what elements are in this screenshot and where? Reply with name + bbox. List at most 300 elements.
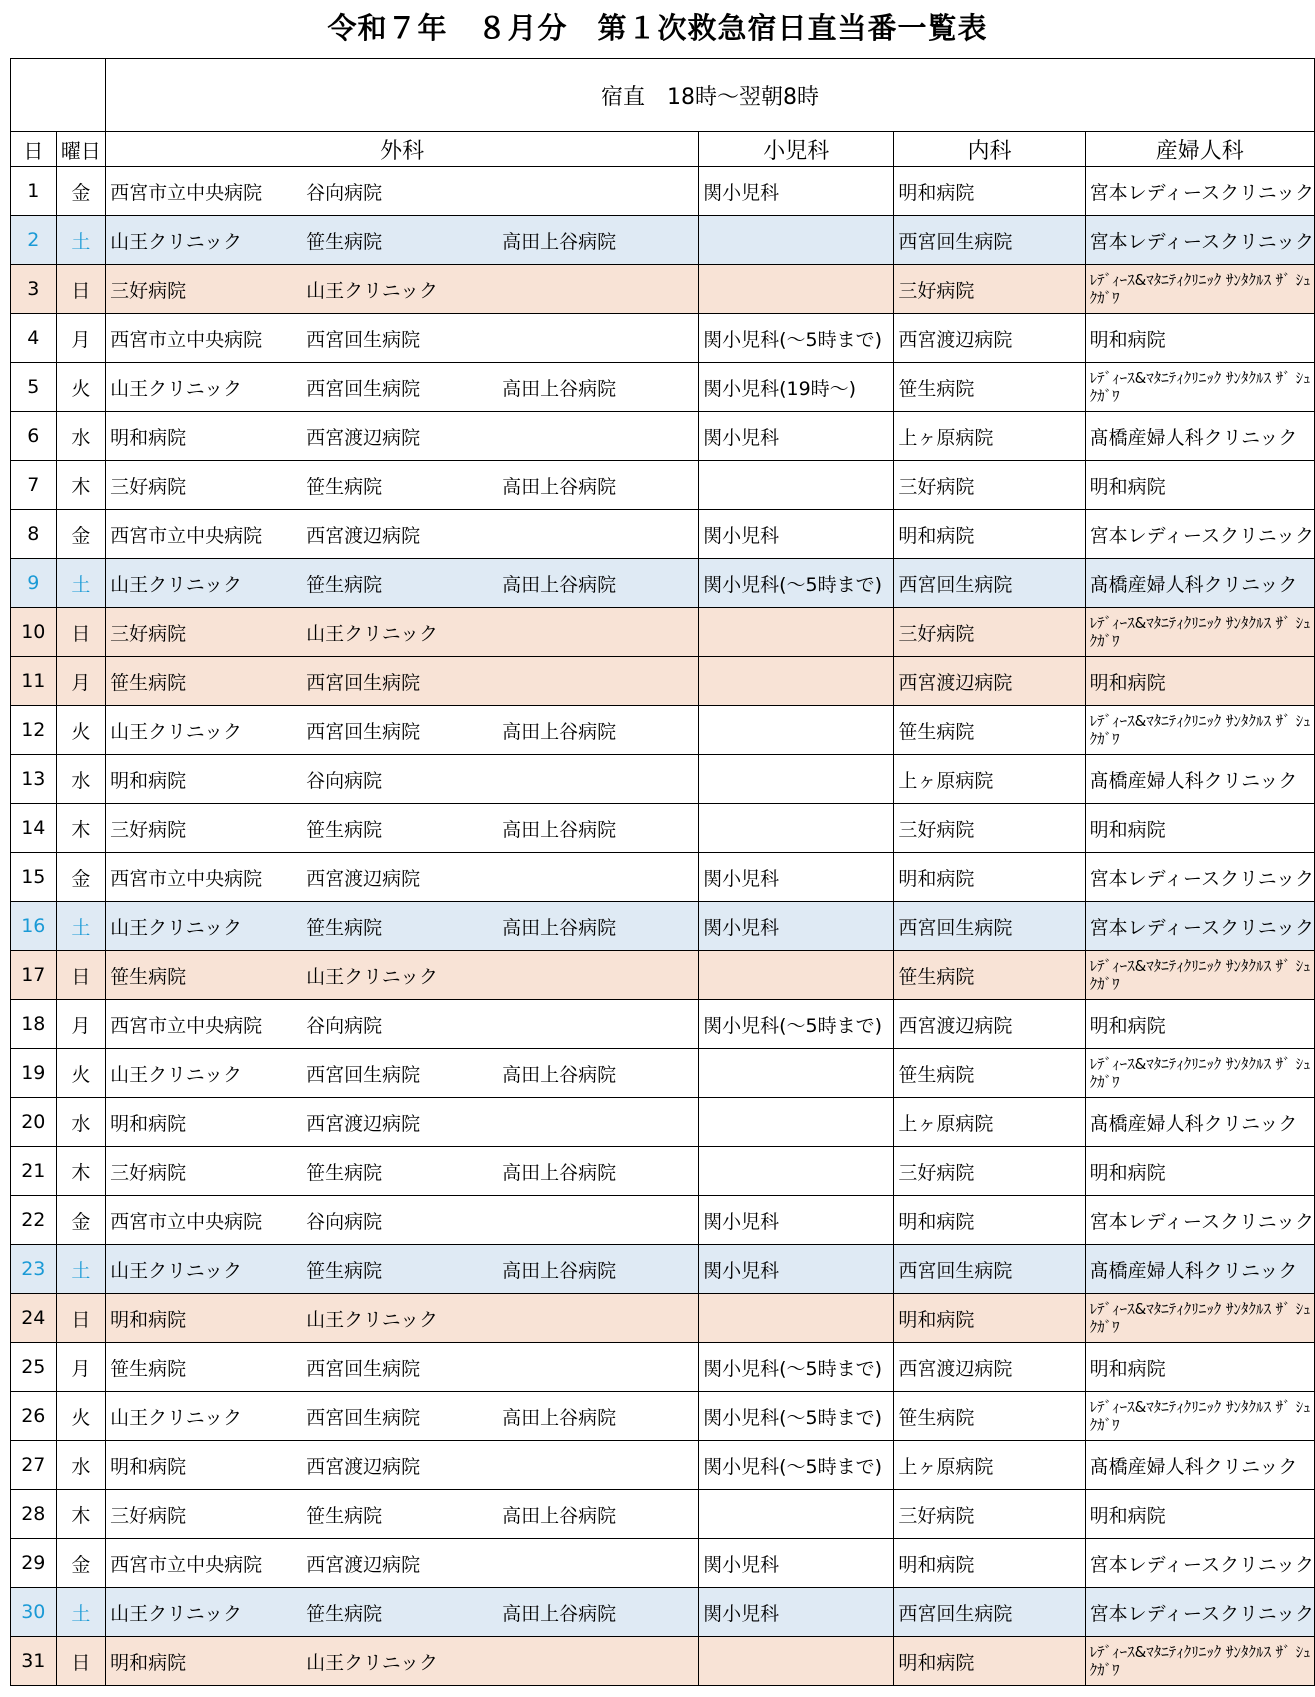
- header-blank: [11, 59, 106, 132]
- obgyn-cell: 明和病院: [1085, 657, 1314, 706]
- weekday-cell: 火: [56, 1049, 105, 1098]
- schedule-table: [10, 58, 1315, 1686]
- surgery-hospital: 三好病院: [110, 1504, 187, 1527]
- column-header-row: [11, 132, 1315, 167]
- day-number: 20: [11, 1098, 57, 1147]
- surgery-hospital: 笹生病院: [110, 1357, 187, 1380]
- surgery-cell: [106, 657, 699, 706]
- surgery-hospital: 三好病院: [110, 1161, 187, 1184]
- internal-cell: 西宮渡辺病院: [894, 1000, 1085, 1049]
- day-number: 13: [11, 755, 57, 804]
- day-number: 30: [11, 1588, 57, 1637]
- weekday-cell: 月: [56, 1000, 105, 1049]
- surgery-hospital: 三好病院: [110, 818, 187, 841]
- weekday-cell: 水: [56, 1098, 105, 1147]
- day-number: 12: [11, 706, 57, 755]
- surgery-hospital: 高田上谷病院: [502, 1259, 617, 1282]
- surgery-cell: [106, 167, 699, 216]
- pediatrics-cell: 関小児科(～5時まで): [699, 1441, 894, 1490]
- pediatrics-cell: [699, 706, 894, 755]
- obgyn-cell: ﾚﾃﾞｨｰｽ&ﾏﾀﾆﾃｨｸﾘﾆｯｸ ｻﾝﾀｸﾙｽ ｻﾞ ｼｭｸｶﾞﾜ: [1085, 1294, 1314, 1343]
- internal-cell: 西宮渡辺病院: [894, 314, 1085, 363]
- surgery-hospital: [502, 1354, 698, 1381]
- surgery-hospital: 高田上谷病院: [502, 1161, 617, 1184]
- surgery-hospital: 笹生病院: [306, 1504, 383, 1527]
- surgery-cell: [106, 314, 699, 363]
- obgyn-cell: ﾚﾃﾞｨｰｽ&ﾏﾀﾆﾃｨｸﾘﾆｯｸ ｻﾝﾀｸﾙｽ ｻﾞ ｼｭｸｶﾞﾜ: [1085, 363, 1314, 412]
- surgery-hospital: 笹生病院: [306, 230, 383, 253]
- obgyn-cell: ﾚﾃﾞｨｰｽ&ﾏﾀﾆﾃｨｸﾘﾆｯｸ ｻﾝﾀｸﾙｽ ｻﾞ ｼｭｸｶﾞﾜ: [1085, 1049, 1314, 1098]
- pediatrics-cell: [699, 265, 894, 314]
- internal-cell: 笹生病院: [894, 706, 1085, 755]
- surgery-hospital: 谷向病院: [306, 769, 383, 792]
- surgery-cell: [106, 706, 699, 755]
- surgery-hospital: 山王クリニック: [110, 1406, 242, 1429]
- surgery-hospital: 笹生病院: [110, 965, 187, 988]
- table-row: [11, 608, 1315, 657]
- obgyn-cell: 髙橋産婦人科クリニック: [1085, 1441, 1314, 1490]
- internal-cell: 西宮回生病院: [894, 1588, 1085, 1637]
- surgery-cell: [106, 608, 699, 657]
- surgery-hospital: 山王クリニック: [306, 622, 438, 645]
- surgery-cell: [106, 1588, 699, 1637]
- surgery-hospital: [502, 1550, 698, 1577]
- weekday-cell: 土: [56, 1245, 105, 1294]
- internal-cell: 三好病院: [894, 608, 1085, 657]
- surgery-hospital: 高田上谷病院: [502, 475, 617, 498]
- surgery-cell: [106, 755, 699, 804]
- pediatrics-cell: 関小児科(～5時まで): [699, 1000, 894, 1049]
- surgery-hospital: 西宮渡辺病院: [306, 426, 421, 449]
- surgery-hospital: 山王クリニック: [110, 377, 242, 400]
- surgery-hospital: 山王クリニック: [110, 230, 242, 253]
- surgery-hospital: 笹生病院: [306, 916, 383, 939]
- pediatrics-cell: [699, 461, 894, 510]
- surgery-hospital: 山王クリニック: [110, 916, 242, 939]
- surgery-hospital: [502, 423, 698, 450]
- table-row: [11, 706, 1315, 755]
- pediatrics-cell: [699, 216, 894, 265]
- surgery-hospital: 山王クリニック: [306, 1651, 438, 1674]
- table-row: [11, 1637, 1315, 1686]
- surgery-hospital: [502, 864, 698, 891]
- surgery-hospital: 西宮市立中央病院: [110, 1014, 263, 1037]
- surgery-hospital: 西宮渡辺病院: [306, 1112, 421, 1135]
- internal-cell: 西宮渡辺病院: [894, 657, 1085, 706]
- surgery-cell: [106, 1637, 699, 1686]
- pediatrics-cell: [699, 1490, 894, 1539]
- table-row: [11, 1441, 1315, 1490]
- obgyn-cell: ﾚﾃﾞｨｰｽ&ﾏﾀﾆﾃｨｸﾘﾆｯｸ ｻﾝﾀｸﾙｽ ｻﾞ ｼｭｸｶﾞﾜ: [1085, 265, 1314, 314]
- column-header-surgery: 外科: [106, 132, 699, 167]
- day-number: 15: [11, 853, 57, 902]
- surgery-hospital: 西宮回生病院: [306, 377, 421, 400]
- surgery-hospital: 山王クリニック: [110, 573, 242, 596]
- pediatrics-cell: 関小児科(～5時まで): [699, 559, 894, 608]
- internal-cell: 西宮回生病院: [894, 902, 1085, 951]
- weekday-cell: 土: [56, 1588, 105, 1637]
- pediatrics-cell: [699, 1637, 894, 1686]
- surgery-hospital: [502, 1452, 698, 1479]
- pediatrics-cell: 関小児科: [699, 1539, 894, 1588]
- surgery-cell: [106, 1245, 699, 1294]
- pediatrics-cell: 関小児科: [699, 853, 894, 902]
- obgyn-cell: 明和病院: [1085, 314, 1314, 363]
- surgery-hospital: 西宮市立中央病院: [110, 867, 263, 890]
- internal-cell: 笹生病院: [894, 363, 1085, 412]
- surgery-hospital: [502, 325, 698, 352]
- schedule-body: [11, 167, 1315, 1686]
- obgyn-cell: 明和病院: [1085, 461, 1314, 510]
- day-number: 1: [11, 167, 57, 216]
- surgery-hospital: 山王クリニック: [110, 1259, 242, 1282]
- surgery-hospital: 高田上谷病院: [502, 916, 617, 939]
- surgery-hospital: 西宮回生病院: [306, 1063, 421, 1086]
- surgery-hospital: 三好病院: [110, 475, 187, 498]
- obgyn-cell: ﾚﾃﾞｨｰｽ&ﾏﾀﾆﾃｨｸﾘﾆｯｸ ｻﾝﾀｸﾙｽ ｻﾞ ｼｭｸｶﾞﾜ: [1085, 951, 1314, 1000]
- surgery-hospital: 高田上谷病院: [502, 573, 617, 596]
- pediatrics-cell: [699, 608, 894, 657]
- surgery-hospital: 笹生病院: [306, 573, 383, 596]
- weekday-cell: 土: [56, 902, 105, 951]
- weekday-cell: 月: [56, 1343, 105, 1392]
- table-row: [11, 1000, 1315, 1049]
- internal-cell: 笹生病院: [894, 1392, 1085, 1441]
- pediatrics-cell: [699, 804, 894, 853]
- surgery-hospital: 山王クリニック: [306, 279, 438, 302]
- obgyn-cell: 宮本レディースクリニック: [1085, 853, 1314, 902]
- surgery-hospital: 山王クリニック: [110, 720, 242, 743]
- weekday-cell: 水: [56, 1441, 105, 1490]
- surgery-cell: [106, 1343, 699, 1392]
- surgery-hospital: 高田上谷病院: [502, 230, 617, 253]
- pediatrics-cell: 関小児科(～5時まで): [699, 1392, 894, 1441]
- surgery-hospital: 明和病院: [110, 1651, 187, 1674]
- internal-cell: 上ヶ原病院: [894, 1098, 1085, 1147]
- obgyn-cell: 宮本レディースクリニック: [1085, 1539, 1314, 1588]
- internal-cell: 西宮渡辺病院: [894, 1343, 1085, 1392]
- obgyn-cell: ﾚﾃﾞｨｰｽ&ﾏﾀﾆﾃｨｸﾘﾆｯｸ ｻﾝﾀｸﾙｽ ｻﾞ ｼｭｸｶﾞﾜ: [1085, 1392, 1314, 1441]
- internal-cell: 西宮回生病院: [894, 559, 1085, 608]
- obgyn-cell: 明和病院: [1085, 1343, 1314, 1392]
- day-number: 9: [11, 559, 57, 608]
- surgery-hospital: 西宮渡辺病院: [306, 867, 421, 890]
- surgery-hospital: 西宮市立中央病院: [110, 1553, 263, 1576]
- surgery-cell: [106, 461, 699, 510]
- internal-cell: 上ヶ原病院: [894, 755, 1085, 804]
- weekday-cell: 火: [56, 706, 105, 755]
- weekday-cell: 木: [56, 461, 105, 510]
- weekday-cell: 月: [56, 314, 105, 363]
- pediatrics-cell: 関小児科: [699, 412, 894, 461]
- internal-cell: 西宮回生病院: [894, 1245, 1085, 1294]
- surgery-hospital: 西宮渡辺病院: [306, 1455, 421, 1478]
- weekday-cell: 月: [56, 657, 105, 706]
- day-number: 4: [11, 314, 57, 363]
- surgery-hospital: 高田上谷病院: [502, 1602, 617, 1625]
- obgyn-cell: 宮本レディースクリニック: [1085, 1588, 1314, 1637]
- obgyn-cell: 髙橋産婦人科クリニック: [1085, 1098, 1314, 1147]
- surgery-cell: [106, 510, 699, 559]
- internal-cell: 明和病院: [894, 1196, 1085, 1245]
- weekday-cell: 日: [56, 265, 105, 314]
- pediatrics-cell: 関小児科: [699, 167, 894, 216]
- obgyn-cell: 明和病院: [1085, 1000, 1314, 1049]
- day-number: 29: [11, 1539, 57, 1588]
- obgyn-cell: ﾚﾃﾞｨｰｽ&ﾏﾀﾆﾃｨｸﾘﾆｯｸ ｻﾝﾀｸﾙｽ ｻﾞ ｼｭｸｶﾞﾜ: [1085, 1637, 1314, 1686]
- table-row: [11, 1588, 1315, 1637]
- surgery-hospital: 西宮回生病院: [306, 671, 421, 694]
- table-row: [11, 559, 1315, 608]
- internal-cell: 明和病院: [894, 1637, 1085, 1686]
- table-row: [11, 1049, 1315, 1098]
- surgery-cell: [106, 1392, 699, 1441]
- pediatrics-cell: [699, 1147, 894, 1196]
- internal-cell: 三好病院: [894, 1147, 1085, 1196]
- pediatrics-cell: [699, 657, 894, 706]
- surgery-hospital: [502, 521, 698, 548]
- internal-cell: 明和病院: [894, 1539, 1085, 1588]
- table-row: [11, 167, 1315, 216]
- surgery-hospital: [502, 1305, 698, 1332]
- surgery-hospital: [502, 619, 698, 646]
- obgyn-cell: 宮本レディースクリニック: [1085, 216, 1314, 265]
- obgyn-cell: ﾚﾃﾞｨｰｽ&ﾏﾀﾆﾃｨｸﾘﾆｯｸ ｻﾝﾀｸﾙｽ ｻﾞ ｼｭｸｶﾞﾜ: [1085, 706, 1314, 755]
- shift-header-row: [11, 59, 1315, 132]
- pediatrics-cell: 関小児科: [699, 510, 894, 559]
- surgery-hospital: 笹生病院: [306, 818, 383, 841]
- day-number: 16: [11, 902, 57, 951]
- internal-cell: 三好病院: [894, 265, 1085, 314]
- day-number: 27: [11, 1441, 57, 1490]
- internal-cell: 三好病院: [894, 1490, 1085, 1539]
- surgery-hospital: [502, 178, 698, 205]
- weekday-cell: 金: [56, 1196, 105, 1245]
- surgery-cell: [106, 1441, 699, 1490]
- surgery-hospital: 明和病院: [110, 1308, 187, 1331]
- obgyn-cell: 髙橋産婦人科クリニック: [1085, 1245, 1314, 1294]
- obgyn-cell: 宮本レディースクリニック: [1085, 167, 1314, 216]
- surgery-hospital: 明和病院: [110, 426, 187, 449]
- internal-cell: 明和病院: [894, 167, 1085, 216]
- day-number: 22: [11, 1196, 57, 1245]
- column-header-weekday: 曜日: [56, 132, 105, 167]
- weekday-cell: 金: [56, 853, 105, 902]
- surgery-hospital: [502, 1648, 698, 1675]
- surgery-hospital: 山王クリニック: [306, 1308, 438, 1331]
- column-header-internal: 内科: [894, 132, 1085, 167]
- day-number: 28: [11, 1490, 57, 1539]
- weekday-cell: 火: [56, 363, 105, 412]
- table-row: [11, 1294, 1315, 1343]
- pediatrics-cell: 関小児科: [699, 902, 894, 951]
- pediatrics-cell: 関小児科(19時～): [699, 363, 894, 412]
- internal-cell: 三好病院: [894, 461, 1085, 510]
- surgery-cell: [106, 1049, 699, 1098]
- obgyn-cell: 宮本レディースクリニック: [1085, 902, 1314, 951]
- table-row: [11, 902, 1315, 951]
- surgery-cell: [106, 1098, 699, 1147]
- surgery-hospital: 笹生病院: [306, 1161, 383, 1184]
- internal-cell: 笹生病院: [894, 951, 1085, 1000]
- day-number: 21: [11, 1147, 57, 1196]
- table-row: [11, 1147, 1315, 1196]
- table-row: [11, 804, 1315, 853]
- table-row: [11, 314, 1315, 363]
- weekday-cell: 土: [56, 216, 105, 265]
- internal-cell: 上ヶ原病院: [894, 1441, 1085, 1490]
- day-number: 7: [11, 461, 57, 510]
- internal-cell: 西宮回生病院: [894, 216, 1085, 265]
- weekday-cell: 金: [56, 1539, 105, 1588]
- pediatrics-cell: 関小児科: [699, 1588, 894, 1637]
- table-row: [11, 1245, 1315, 1294]
- surgery-hospital: [502, 276, 698, 303]
- surgery-hospital: 西宮回生病院: [306, 720, 421, 743]
- internal-cell: 笹生病院: [894, 1049, 1085, 1098]
- obgyn-cell: 明和病院: [1085, 1147, 1314, 1196]
- weekday-cell: 木: [56, 1147, 105, 1196]
- surgery-hospital: [502, 1109, 698, 1136]
- weekday-cell: 日: [56, 951, 105, 1000]
- surgery-hospital: 山王クリニック: [110, 1602, 242, 1625]
- obgyn-cell: 髙橋産婦人科クリニック: [1085, 412, 1314, 461]
- obgyn-cell: 髙橋産婦人科クリニック: [1085, 755, 1314, 804]
- table-row: [11, 461, 1315, 510]
- day-number: 24: [11, 1294, 57, 1343]
- weekday-cell: 日: [56, 1294, 105, 1343]
- pediatrics-cell: [699, 951, 894, 1000]
- surgery-hospital: [502, 766, 698, 793]
- surgery-hospital: 西宮回生病院: [306, 1357, 421, 1380]
- pediatrics-cell: 関小児科: [699, 1245, 894, 1294]
- obgyn-cell: 髙橋産婦人科クリニック: [1085, 559, 1314, 608]
- table-row: [11, 1490, 1315, 1539]
- surgery-cell: [106, 853, 699, 902]
- day-number: 11: [11, 657, 57, 706]
- weekday-cell: 木: [56, 1490, 105, 1539]
- day-number: 26: [11, 1392, 57, 1441]
- surgery-hospital: 明和病院: [110, 769, 187, 792]
- column-header-pediatrics: 小児科: [699, 132, 894, 167]
- surgery-hospital: 明和病院: [110, 1112, 187, 1135]
- table-row: [11, 755, 1315, 804]
- weekday-cell: 土: [56, 559, 105, 608]
- table-row: [11, 510, 1315, 559]
- surgery-cell: [106, 216, 699, 265]
- day-number: 23: [11, 1245, 57, 1294]
- day-number: 3: [11, 265, 57, 314]
- surgery-hospital: 山王クリニック: [110, 1063, 242, 1086]
- internal-cell: 明和病院: [894, 1294, 1085, 1343]
- table-row: [11, 1392, 1315, 1441]
- page-title: 令和７年 ８月分 第１次救急宿日直当番一覧表: [327, 11, 988, 45]
- surgery-hospital: 西宮渡辺病院: [306, 524, 421, 547]
- surgery-hospital: 笹生病院: [306, 475, 383, 498]
- surgery-cell: [106, 951, 699, 1000]
- weekday-cell: 金: [56, 167, 105, 216]
- surgery-hospital: 三好病院: [110, 279, 187, 302]
- internal-cell: 三好病院: [894, 804, 1085, 853]
- pediatrics-cell: [699, 1049, 894, 1098]
- surgery-hospital: 西宮市立中央病院: [110, 328, 263, 351]
- day-number: 6: [11, 412, 57, 461]
- surgery-hospital: 明和病院: [110, 1455, 187, 1478]
- surgery-cell: [106, 1539, 699, 1588]
- surgery-hospital: 谷向病院: [306, 1014, 383, 1037]
- table-row: [11, 657, 1315, 706]
- weekday-cell: 火: [56, 1392, 105, 1441]
- table-row: [11, 412, 1315, 461]
- surgery-hospital: 高田上谷病院: [502, 1063, 617, 1086]
- surgery-hospital: 西宮市立中央病院: [110, 181, 263, 204]
- weekday-cell: 金: [56, 510, 105, 559]
- surgery-hospital: 笹生病院: [306, 1602, 383, 1625]
- weekday-cell: 水: [56, 755, 105, 804]
- pediatrics-cell: 関小児科(～5時まで): [699, 1343, 894, 1392]
- weekday-cell: 日: [56, 608, 105, 657]
- surgery-hospital: 笹生病院: [306, 1259, 383, 1282]
- obgyn-cell: 宮本レディースクリニック: [1085, 1196, 1314, 1245]
- table-row: [11, 1343, 1315, 1392]
- internal-cell: 明和病院: [894, 853, 1085, 902]
- table-row: [11, 265, 1315, 314]
- surgery-hospital: 西宮渡辺病院: [306, 1553, 421, 1576]
- pediatrics-cell: [699, 1098, 894, 1147]
- surgery-hospital: 谷向病院: [306, 181, 383, 204]
- day-number: 31: [11, 1637, 57, 1686]
- surgery-cell: [106, 1490, 699, 1539]
- surgery-cell: [106, 1000, 699, 1049]
- surgery-hospital: 西宮回生病院: [306, 1406, 421, 1429]
- day-number: 25: [11, 1343, 57, 1392]
- surgery-cell: [106, 804, 699, 853]
- surgery-cell: [106, 559, 699, 608]
- surgery-cell: [106, 902, 699, 951]
- column-header-day: 日: [11, 132, 57, 167]
- surgery-hospital: 山王クリニック: [306, 965, 438, 988]
- surgery-cell: [106, 363, 699, 412]
- pediatrics-cell: 関小児科: [699, 1196, 894, 1245]
- day-number: 18: [11, 1000, 57, 1049]
- day-number: 19: [11, 1049, 57, 1098]
- weekday-cell: 水: [56, 412, 105, 461]
- weekday-cell: 日: [56, 1637, 105, 1686]
- surgery-hospital: 高田上谷病院: [502, 720, 617, 743]
- surgery-cell: [106, 1294, 699, 1343]
- surgery-hospital: 西宮回生病院: [306, 328, 421, 351]
- pediatrics-cell: 関小児科(～5時まで): [699, 314, 894, 363]
- day-number: 14: [11, 804, 57, 853]
- surgery-hospital: 高田上谷病院: [502, 1504, 617, 1527]
- internal-cell: 上ヶ原病院: [894, 412, 1085, 461]
- surgery-hospital: [502, 962, 698, 989]
- column-header-obgyn: 産婦人科: [1085, 132, 1314, 167]
- surgery-hospital: 高田上谷病院: [502, 377, 617, 400]
- shift-label: 宿直 18時～翌朝8時: [106, 59, 1315, 132]
- surgery-hospital: 三好病院: [110, 622, 187, 645]
- obgyn-cell: 宮本レディースクリニック: [1085, 510, 1314, 559]
- surgery-hospital: [502, 1011, 698, 1038]
- day-number: 2: [11, 216, 57, 265]
- surgery-hospital: 西宮市立中央病院: [110, 1210, 263, 1233]
- table-row: [11, 1539, 1315, 1588]
- obgyn-cell: ﾚﾃﾞｨｰｽ&ﾏﾀﾆﾃｨｸﾘﾆｯｸ ｻﾝﾀｸﾙｽ ｻﾞ ｼｭｸｶﾞﾜ: [1085, 608, 1314, 657]
- surgery-hospital: 笹生病院: [110, 671, 187, 694]
- pediatrics-cell: [699, 755, 894, 804]
- table-row: [11, 363, 1315, 412]
- internal-cell: 明和病院: [894, 510, 1085, 559]
